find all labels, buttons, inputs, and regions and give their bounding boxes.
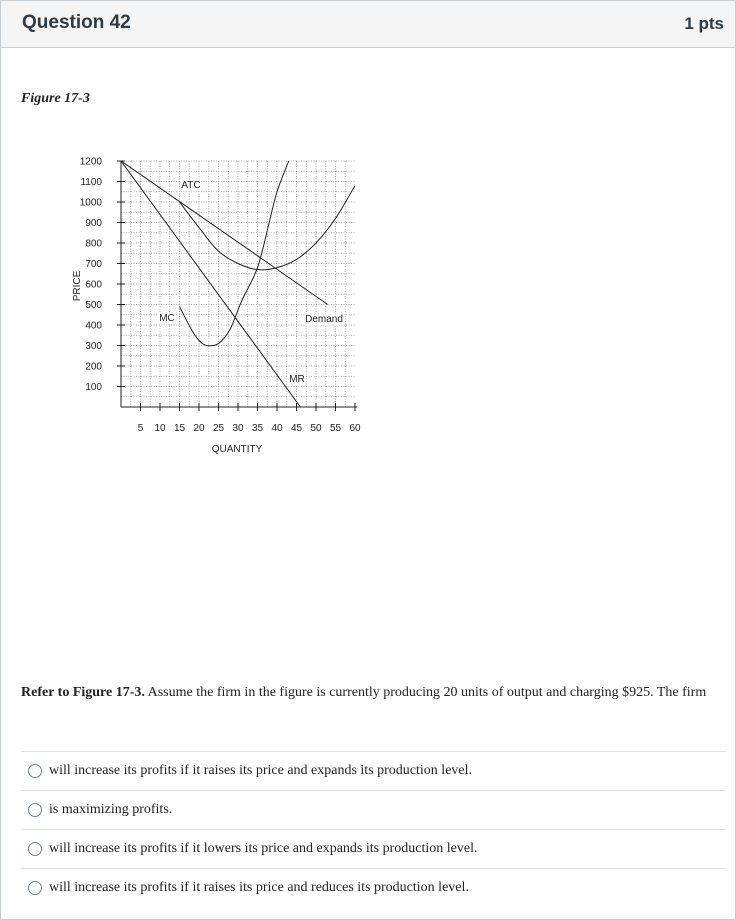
series-atc-line bbox=[180, 186, 356, 270]
answer-label: will increase its profits if it raises its price and expands its production level. bbox=[49, 763, 473, 778]
curve-label-demand: Demand bbox=[305, 314, 343, 325]
answer-option-4[interactable] bbox=[21, 868, 726, 907]
question-title: Question 42 bbox=[22, 12, 131, 33]
x-tick-label: 5 bbox=[137, 423, 144, 434]
y-tick-label: 600 bbox=[85, 279, 102, 291]
radio-button[interactable] bbox=[28, 803, 42, 817]
y-tick-label: 300 bbox=[85, 341, 102, 352]
y-tick-label: 700 bbox=[85, 259, 102, 270]
y-tick-label: 500 bbox=[85, 300, 102, 311]
y-tick-label: 1000 bbox=[79, 197, 102, 209]
prompt-text: Assume the firm in the figure is currently producing 20 units of output and charging $925. The firm bbox=[144, 685, 707, 700]
x-tick-label: 25 bbox=[212, 423, 225, 434]
radio-button[interactable] bbox=[28, 764, 42, 778]
figure-label: Figure 17-3 bbox=[21, 91, 90, 106]
series-mr-line bbox=[121, 161, 300, 407]
radio-button[interactable] bbox=[28, 842, 42, 856]
y-tick-label: 1100 bbox=[80, 177, 102, 188]
x-tick-label: 30 bbox=[232, 423, 244, 434]
y-tick-label: 100 bbox=[85, 382, 102, 393]
answer-option-1[interactable] bbox=[21, 751, 726, 790]
x-tick-label: 55 bbox=[329, 423, 342, 434]
x-tick-label: 20 bbox=[193, 423, 205, 434]
x-tick-label: 15 bbox=[173, 423, 186, 434]
x-tick-label: 10 bbox=[154, 423, 166, 434]
answer-label: is maximizing profits. bbox=[49, 802, 173, 817]
curve-label-mr: MR bbox=[289, 374, 305, 385]
x-tick-label: 45 bbox=[290, 423, 303, 434]
answer-label: will increase its profits if it raises its price and reduces its production level. bbox=[49, 880, 469, 895]
answer-option-2[interactable] bbox=[21, 790, 726, 829]
question-points: 1 pts bbox=[684, 14, 724, 33]
answer-label: will increase its profits if it lowers its price and expands its production level. bbox=[49, 841, 478, 856]
y-tick-label: 1200 bbox=[79, 156, 102, 168]
radio-button[interactable] bbox=[28, 881, 42, 895]
y-tick-label: 900 bbox=[85, 218, 102, 229]
y-tick-label: 800 bbox=[85, 238, 102, 250]
x-tick-label: 50 bbox=[310, 423, 322, 434]
figure-reference: Refer to Figure 17-3. bbox=[21, 685, 145, 700]
curve-label-mc: MC bbox=[159, 313, 175, 324]
x-tick-label: 35 bbox=[251, 423, 264, 434]
y-tick-label: 400 bbox=[85, 320, 102, 332]
x-tick-label: 60 bbox=[349, 423, 361, 434]
answer-option-3[interactable] bbox=[21, 829, 726, 868]
question-prompt bbox=[21, 681, 721, 705]
answer-list bbox=[21, 751, 726, 907]
x-axis-label: QUANTITY bbox=[211, 444, 263, 455]
x-tick-label: 40 bbox=[271, 423, 283, 434]
y-tick-label: 200 bbox=[85, 361, 102, 373]
curve-label-atc: ATC bbox=[181, 180, 201, 191]
y-axis-label: PRICE bbox=[72, 270, 83, 302]
